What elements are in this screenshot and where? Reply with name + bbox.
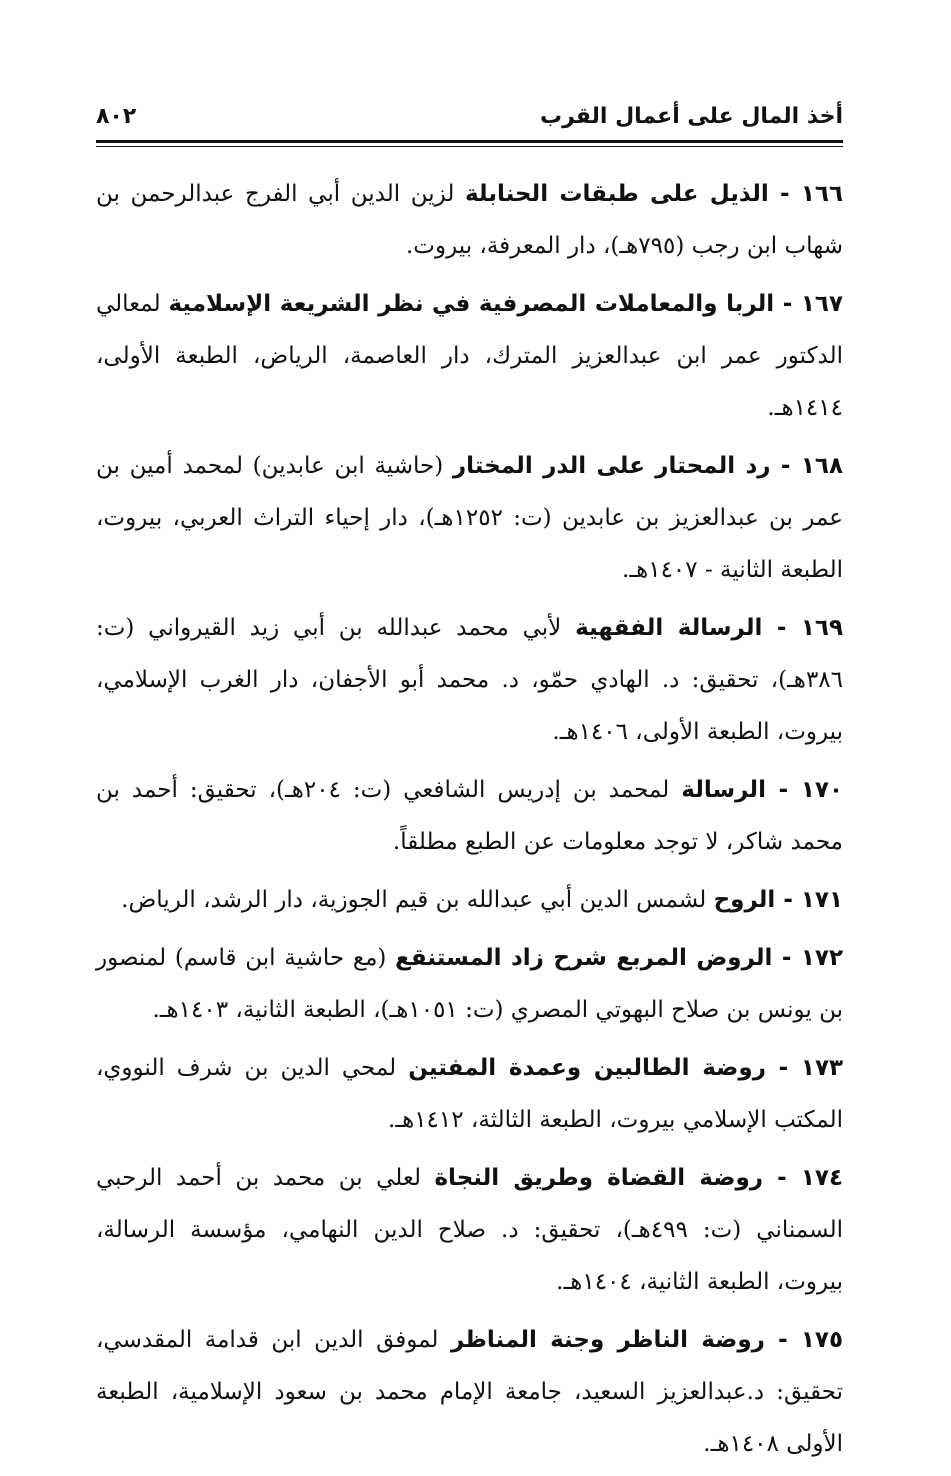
- entry-title: الروح: [713, 887, 776, 913]
- bibliography-entry: ١٦٧ - الربا والمعاملات المصرفية في نظر الشريعة الإسلامية لمعالي الدكتور عمر ابن عبدالعزيز المترك، دار العاصمة، الرياض، الطبعة الأولى، ١٤١٤هـ.: [96, 291, 843, 421]
- entry-number: ١٧٠: [800, 777, 843, 803]
- entry-title: رد المحتار على الدر المختار: [452, 453, 771, 479]
- bibliography-entry: ١٧٢ - الروض المربع شرح زاد المستنقع (مع حاشية ابن قاسم) لمنصور بن يونس بن صلاح البهوتي المصري (ت: ١٠٥١هـ)، الطبعة الثانية، ١٤٠٣هـ.: [96, 945, 843, 1023]
- entry-title: روضة القضاة وطريق النجاة: [434, 1165, 763, 1191]
- page-number: ٨٠٢: [96, 103, 137, 129]
- entry-number: ١٧٥: [800, 1327, 844, 1353]
- header-divider: [96, 140, 843, 143]
- bibliography-entry: ١٧٠ - الرسالة لمحمد بن إدريس الشافعي (ت: ٢٠٤هـ)، تحقيق: أحمد بن محمد شاكر، لا توجد معلومات عن الطبع مطلقاً.: [96, 777, 843, 855]
- running-title: أخذ المال على أعمال القرب: [539, 103, 843, 129]
- entry-number: ١٦٩: [800, 615, 844, 641]
- page-header: [96, 96, 843, 136]
- entry-number: ١٧٣: [800, 1055, 844, 1081]
- entry-number: ١٦٨: [800, 453, 843, 479]
- bibliography-entry: ١٦٩ - الرسالة الفقهية لأبي محمد عبدالله بن أبي زيد القيرواني (ت: ٣٨٦هـ)، تحقيق: د. الهادي حمّو، د. محمد أبو الأجفان، دار الغرب الإسلامي، بيروت، الطبعة الأولى، ١٤٠٦هـ.: [96, 615, 844, 745]
- entry-number: ١٦٧: [800, 291, 843, 317]
- entry-title: الرسالة: [681, 777, 766, 803]
- entry-details: لعلي بن محمد بن أحمد الرحبي السمناني (ت: ٤٩٩هـ)، تحقيق: د. صلاح الدين النهامي، مؤسسة الرسالة، بيروت، الطبعة الثانية، ١٤٠٤هـ.: [96, 1165, 844, 1295]
- entry-number: ١٧٤: [800, 1165, 843, 1191]
- bibliography-entry: ١٧٤ - روضة القضاة وطريق النجاة لعلي بن محمد بن أحمد الرحبي السمناني (ت: ٤٩٩هـ)، تحقيق: د. صلاح الدين النهامي، مؤسسة الرسالة، بيروت، الطبعة الثانية، ١٤٠٤هـ.: [96, 1165, 844, 1295]
- entry-details: لمحمد بن إدريس الشافعي (ت: ٢٠٤هـ)، تحقيق: أحمد بن محمد شاكر، لا توجد معلومات عن الطبع مطلقاً.: [96, 777, 843, 855]
- bibliography-entry: ١٦٦ - الذيل على طبقات الحنابلة لزين الدين أبي الفرج عبدالرحمن بن شهاب ابن رجب (٧٩٥هـ)، دار المعرفة، بيروت.: [96, 181, 844, 259]
- entry-details: (حاشية ابن عابدين) لمحمد أمين بن عمر بن عبدالعزيز بن عابدين (ت: ١٢٥٢هـ)، دار إحياء التراث العربي، بيروت، الطبعة الثانية - ١٤٠٧هـ.: [96, 453, 843, 583]
- entry-title: الرسالة الفقهية: [575, 615, 763, 641]
- entry-title: الذيل على طبقات الحنابلة: [464, 181, 769, 207]
- entry-title: روضة الطالبين وعمدة المفتين: [408, 1055, 766, 1081]
- entry-title: الروض المربع شرح زاد المستنقع: [395, 945, 773, 971]
- entry-title: روضة الناظر وجنة المناظر: [450, 1327, 765, 1353]
- entry-number: ١٧٢: [800, 945, 843, 971]
- entry-details: لزين الدين أبي الفرج عبدالرحمن بن شهاب ابن رجب (٧٩٥هـ)، دار المعرفة، بيروت.: [96, 181, 843, 259]
- entry-title: الربا والمعاملات المصرفية في نظر الشريعة الإسلامية: [168, 291, 775, 317]
- entry-details: (مع حاشية ابن قاسم) لمنصور بن يونس بن صلاح البهوتي المصري (ت: ١٠٥١هـ)، الطبعة الثانية، ١٤٠٣هـ.: [96, 945, 843, 1023]
- bibliography-entry: ١٧٣ - روضة الطالبين وعمدة المفتين لمحي الدين بن شرف النووي، المكتب الإسلامي بيروت، الطبعة الثالثة، ١٤١٢هـ.: [96, 1055, 844, 1133]
- entry-number: ١٧١: [800, 887, 843, 913]
- bibliography-entry: ١٧٥ - روضة الناظر وجنة المناظر لموفق الدين ابن قدامة المقدسي، تحقيق: د.عبدالعزيز السعيد، جامعة الإمام محمد بن سعود الإسلامية، الطبعة الأولى ١٤٠٨هـ.: [96, 1327, 844, 1457]
- entry-details: لمحي الدين بن شرف النووي، المكتب الإسلامي بيروت، الطبعة الثالثة، ١٤١٢هـ.: [96, 1055, 843, 1133]
- entry-details: لأبي محمد عبدالله بن أبي زيد القيرواني (ت: ٣٨٦هـ)، تحقيق: د. الهادي حمّو، د. محمد أبو الأجفان، دار الغرب الإسلامي، بيروت، الطبعة الأولى، ١٤٠٦هـ.: [96, 615, 843, 745]
- entry-details: لموفق الدين ابن قدامة المقدسي، تحقيق: د.عبدالعزيز السعيد، جامعة الإمام محمد بن سعود الإسلامية، الطبعة الأولى ١٤٠٨هـ.: [96, 1327, 843, 1457]
- entry-details: لمعالي الدكتور عمر ابن عبدالعزيز المترك، دار العاصمة، الرياض، الطبعة الأولى، ١٤١٤هـ.: [96, 291, 843, 421]
- entry-details: لشمس الدين أبي عبدالله بن قيم الجوزية، دار الرشد، الرياض.: [121, 887, 707, 913]
- bibliography-entry: ١٦٨ - رد المحتار على الدر المختار (حاشية ابن عابدين) لمحمد أمين بن عمر بن عبدالعزيز بن عابدين (ت: ١٢٥٢هـ)، دار إحياء التراث العربي، بيروت، الطبعة الثانية - ١٤٠٧هـ.: [96, 453, 843, 583]
- bibliography-entry: ١٧١ - الروح لشمس الدين أبي عبدالله بن قيم الجوزية، دار الرشد، الرياض.: [121, 887, 843, 913]
- bibliography-list: [96, 168, 843, 1476]
- entry-number: ١٦٦: [800, 181, 844, 207]
